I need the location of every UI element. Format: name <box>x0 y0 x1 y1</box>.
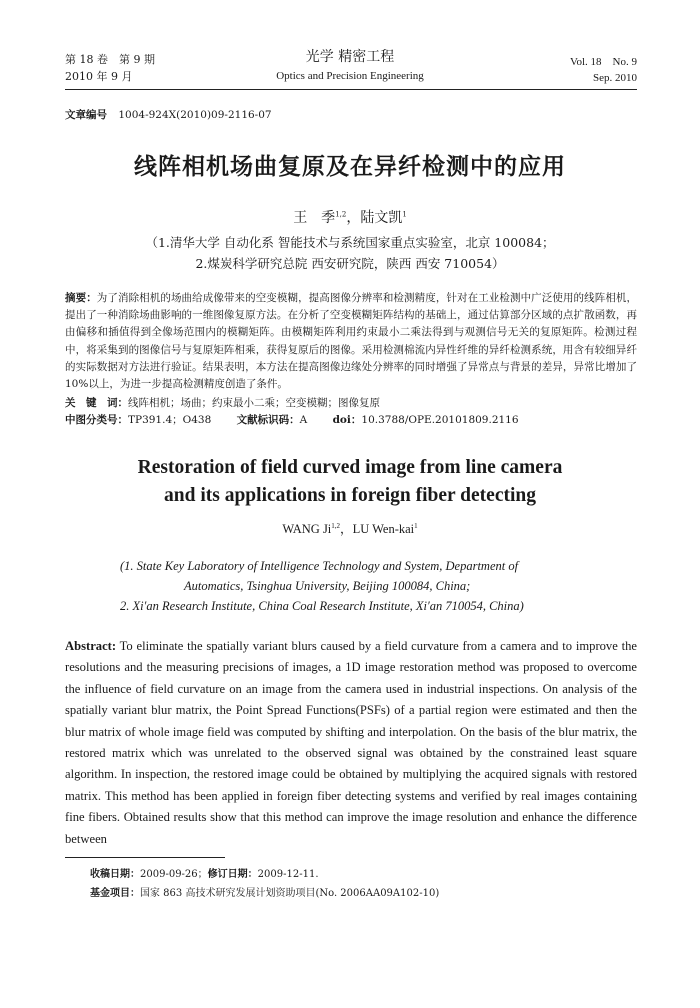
author-cn-2: 陆文凯 <box>360 210 403 226</box>
journal-title-cn: 光学 精密工程 <box>305 49 395 65</box>
affiliations-cn <box>0 232 700 274</box>
author-cn-sep: ， <box>346 210 361 226</box>
header-date-cn: 2010 年 9 月 <box>65 70 133 83</box>
header-date-en: Sep. 2010 <box>593 72 637 84</box>
authors-en <box>0 519 700 537</box>
fund-label: 基金项目： <box>90 888 140 899</box>
classification-line <box>65 412 519 429</box>
author-cn-2-sup: 1 <box>402 210 407 219</box>
doi-value: 10.3788/OPE.20101809.2116 <box>361 414 519 426</box>
author-en-1: WANG Ji <box>282 522 332 536</box>
paper-title-en <box>0 454 700 510</box>
received-label: 收稿日期： <box>90 869 140 880</box>
paper-title-cn: 线阵相机场曲复原及在异纤检测中的应用 <box>134 154 566 180</box>
affiliation-cn-1: （1.清华大学 自动化系 智能技术与系统国家重点实验室，北京 100084； <box>145 235 555 250</box>
affiliations-en <box>120 556 640 616</box>
footnote-fund <box>90 885 439 903</box>
clc-label: 中图分类号： <box>65 414 128 426</box>
header-rule <box>65 89 637 90</box>
doc-code-label: 文献标识码： <box>236 414 300 426</box>
paper-title-en-line1: Restoration of field curved image from line camera <box>137 457 563 478</box>
doi-label: doi： <box>332 414 362 426</box>
journal-title-en: Optics and Precision Engineering <box>276 70 424 82</box>
keywords-cn-text: 线阵相机；场曲；约束最小二乘；空变模糊；图像复原 <box>128 397 380 409</box>
affiliation-en-1: (1. State Key Laboratory of Intelligence Technology and System, Department of <box>120 559 519 573</box>
abstract-en-text: To eliminate the spatially variant blurs caused by a field curvature from a camera and to improve the resolutions and the measuring precisions of images, a 1D image restoration method was proposed to overcome the influence of field curvature on an image from the camera used in industrial inspections. On analysis of the spatially variant blur matrix, the Point Spread Functions(PSFs) of a partial region were estimated and then the blur matrix of whole image field was computed by shifting and interpolation. On the basis of the blur matrix, the restored matrix which was unrelated to the observed signal was obtained by the constrained least square algorithm. In inspection, the restored image could be obtained by multiplying the acquired signals with restored matrix. This method has been applied in foreign fiber detecting systems and verified by real images containing fine fibers. Obtained results show that this method can improve the image resolution and enhance the difference between <box>65 639 637 846</box>
author-cn-1-sup: 1,2 <box>335 210 347 219</box>
abstract-cn-text: 为了消除相机的场曲给成像带来的空变模糊，提高图像分辨率和检测精度，针对在工业检测中广泛使用的线阵相机，提出了一种消除场曲影响的一维图像复原方法。在分析了空变模糊矩阵结构的基础上，通过估算部分区域的点扩散函数，再由偏移和插值得到全像场范围内的模糊矩阵。由模糊矩阵利用约束最小二乘法得到与观测信号无关的复原矩阵。检测过程中，将采集到的图像信号与复原矩阵相乘，获得复原后的图像。采用检测棉流内异性纤维的异纤检测系统，用含有较细异纤的实际数据对方法进行验证。结果表明，本方法在提高图像边缘处分辨率的同时增强了异常点与背景的差异，异常比增加了 10%以上，为进一步提高检测精度创造了条件。 <box>65 292 638 391</box>
affiliation-en-1-cont: Automatics, Tsinghua University, Beijing 100084, China; <box>184 579 471 593</box>
abstract-cn-label: 摘要： <box>65 292 97 304</box>
keywords-cn <box>65 395 637 412</box>
revised-label: 修订日期： <box>207 869 258 880</box>
article-number-label: 文章编号 <box>65 109 107 121</box>
authors-cn <box>0 207 700 227</box>
paper-title-en-line2: and its applications in foreign fiber detecting <box>164 485 536 506</box>
footnote-rule <box>65 857 225 858</box>
received-value: 2009-09-26； <box>140 869 208 880</box>
article-number-value: 1004-924X(2010)09-2116-07 <box>118 109 272 121</box>
abstract-en <box>65 636 637 850</box>
affiliation-en-2: 2. Xi′an Research Institute, China Coal Research Institute, Xi′an 710054, China) <box>120 599 524 613</box>
revised-value: 2009-12-11. <box>257 869 319 880</box>
header-volume-cn: 第 18 卷 第 9 期 <box>65 53 155 66</box>
fund-value: 国家 863 高技术研究发展计划资助项目(No. 2006AA09A102-10) <box>140 888 440 899</box>
footnote-dates <box>90 866 319 884</box>
affiliation-cn-2: 2.煤炭科学研究总院 西安研究院，陕西 西安 710054） <box>195 256 505 271</box>
abstract-cn <box>65 290 637 393</box>
keywords-cn-label: 关 键 词： <box>65 397 128 409</box>
doc-code-value: A <box>299 414 308 426</box>
clc-value: TP391.4；O438 <box>128 414 212 426</box>
author-en-2: LU Wen-kai <box>352 522 415 536</box>
author-cn-1: 王 季 <box>293 210 336 226</box>
article-number <box>65 107 272 122</box>
abstract-en-label: Abstract: <box>65 639 117 653</box>
header-volume-en: Vol. 18 No. 9 <box>569 56 637 68</box>
author-en-1-sup: 1,2 <box>331 521 341 530</box>
author-en-2-sup: 1 <box>414 521 418 530</box>
author-en-sep: ， <box>340 522 353 536</box>
